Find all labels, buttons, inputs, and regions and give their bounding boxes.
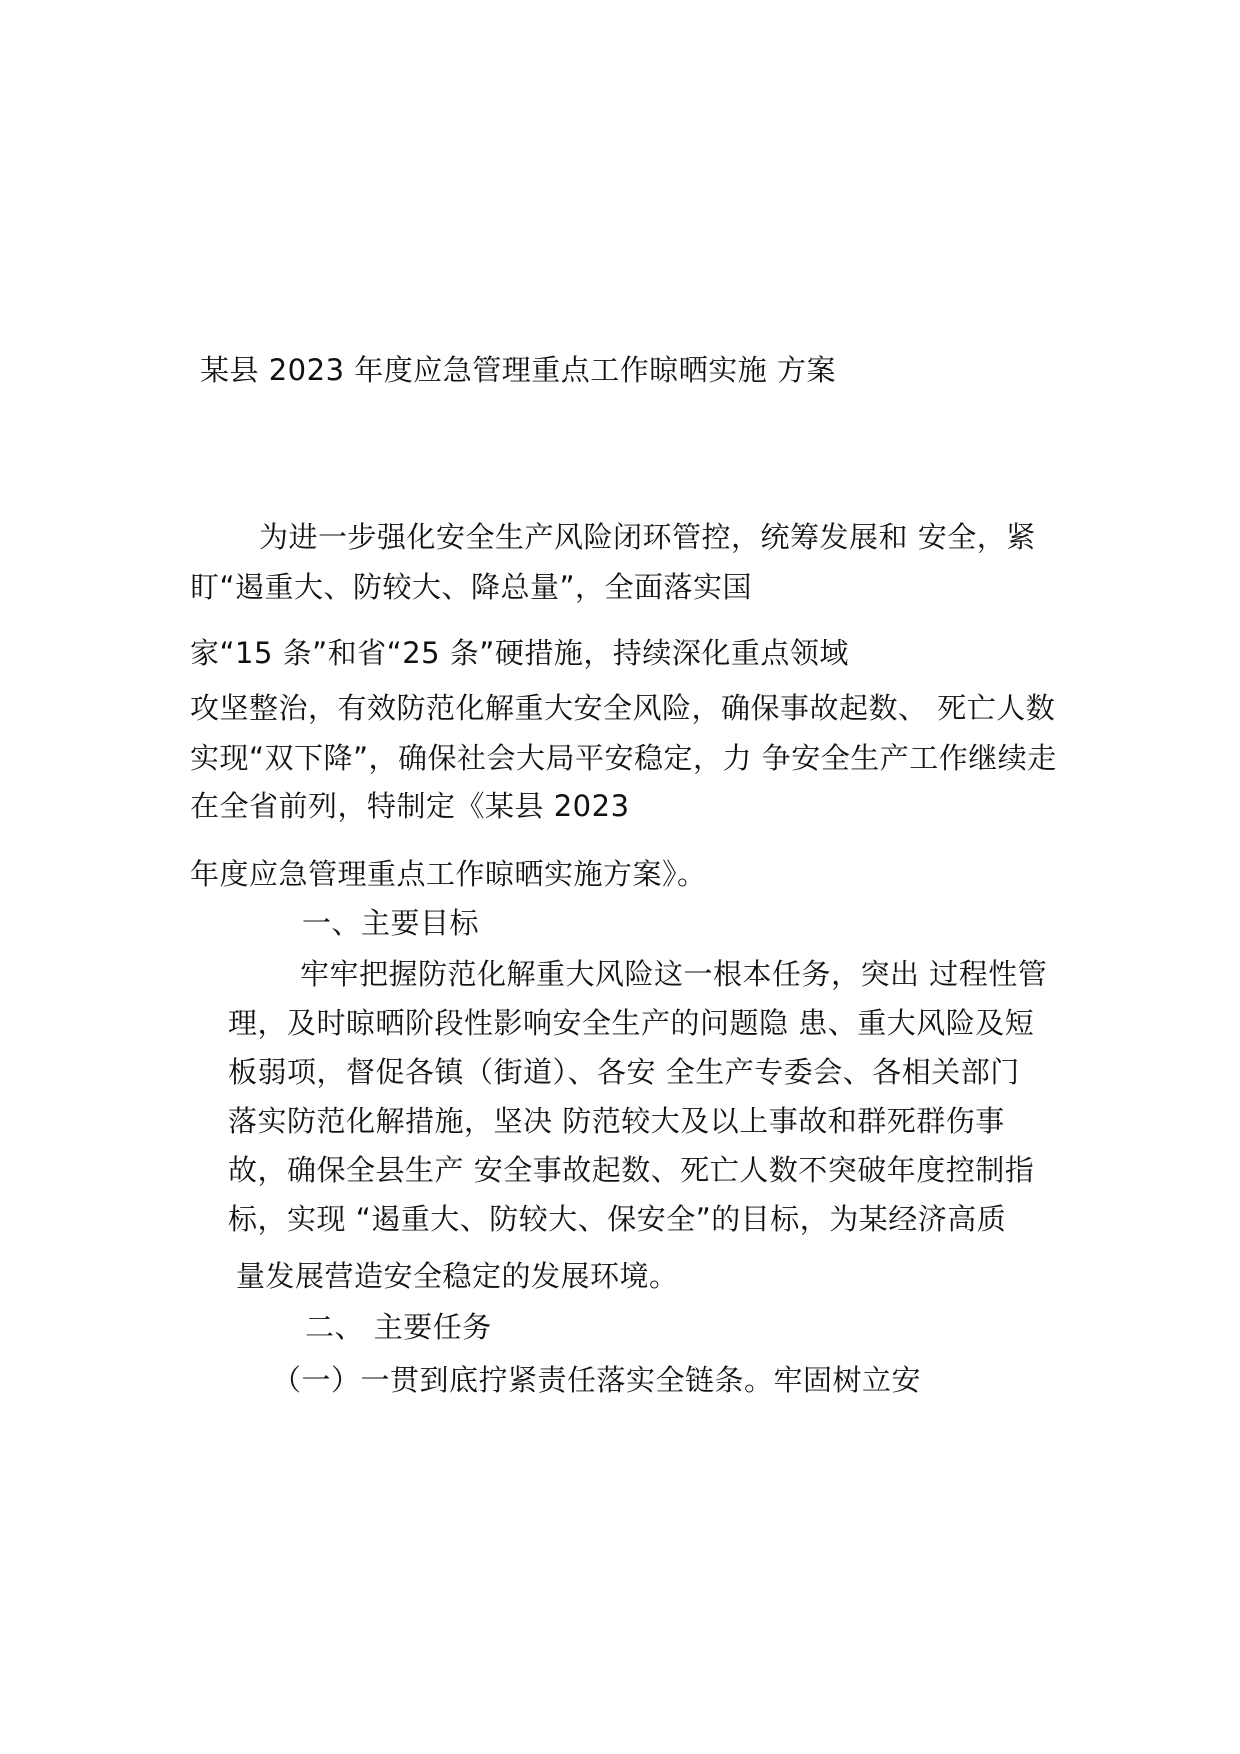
document-title: 某县 2023 年度应急管理重点工作晾晒实施 方案 — [200, 353, 836, 387]
section-goals-line: 落实防范化解措施，坚决 防范较大及以上事故和群死群伤事 — [228, 1104, 1005, 1138]
intro-line: 在全省前列，特制定《某县 2023 — [190, 789, 630, 823]
intro-line: 攻坚整治，有效防范化解重大安全风险，确保事故起数、 死亡人数 — [190, 691, 1056, 725]
section-goals-line: 板弱项，督促各镇（街道）、各安 全生产专委会、各相关部门 — [228, 1055, 1020, 1089]
section-goals-line: 牢牢把握防范化解重大风险这一根本任务，突出 过程性管 — [300, 957, 1048, 991]
intro-line: 实现“双下降”，确保社会大局平安稳定，力 争安全生产工作继续走 — [190, 741, 1057, 775]
section-goals-line: 故，确保全县生产 安全事故起数、死亡人数不突破年度控制指 — [228, 1153, 1035, 1187]
section-heading-goals: 一、主要目标 — [302, 906, 480, 940]
intro-line: 年度应急管理重点工作晾晒实施方案》。 — [190, 857, 707, 891]
intro-line: 为进一步强化安全生产风险闭环管控，统筹发展和 安全，紧 — [259, 520, 1036, 554]
section-tasks-subheading: （一）一贯到底拧紧责任落实全链条。牢固树立安 — [272, 1363, 922, 1397]
section-goals-line: 量发展营造安全稳定的发展环境。 — [236, 1259, 679, 1293]
section-goals-line: 标，实现 “遏重大、防较大、保安全”的目标，为某经济高质 — [228, 1202, 1007, 1236]
intro-line: 盯“遏重大、防较大、降总量”，全面落实国 — [190, 570, 753, 604]
section-heading-tasks: 二、 主要任务 — [305, 1310, 492, 1344]
intro-line: 家“15 条”和省“25 条”硬措施，持续深化重点领域 — [190, 636, 849, 670]
section-goals-line: 理，及时晾晒阶段性影响安全生产的问题隐 患、重大风险及短 — [228, 1006, 1035, 1040]
